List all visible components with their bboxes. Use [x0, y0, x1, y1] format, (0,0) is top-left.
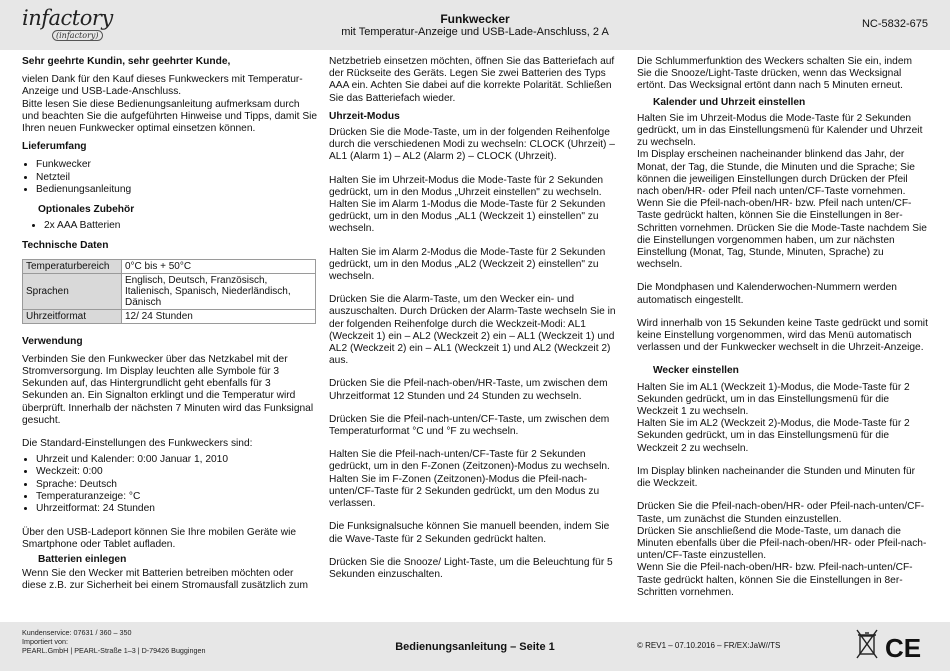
paragraph: Drücken Sie die Mode-Taste, um in der folgenden Reihenfolge durch die verschiedenen Modi zu wechseln: CLOCK (Uhrzeit) – AL1 (Alarm 1) – AL2 (Alarm 2) – CLOCK (Uhrzeit). — [329, 127, 615, 163]
importer-label: Importiert von: — [22, 637, 68, 646]
compliance-icons — [855, 626, 935, 671]
paragraph: Drücken Sie die Pfeil-nach-oben/HR-Taste, um zwischen dem Uhrzeitformat 12 Stunden und 24 Stunden zu wechseln. — [329, 378, 608, 402]
column-1 — [22, 56, 318, 603]
table-cell-key: Sprachen — [23, 273, 122, 309]
table-cell-value: 12/ 24 Stunden — [122, 309, 316, 323]
list-item: • Bedienungsanleitung — [36, 184, 318, 196]
customer-service: Kundenservice: 07631 / 360 – 350 — [22, 628, 132, 637]
list-item: • Temperaturanzeige: °C — [36, 491, 318, 503]
importer-address: PEARL.GmbH | PEARL-Straße 1–3 | D-79426 Buggingen — [22, 646, 206, 655]
section-heading-batterien: Batterien einlegen — [38, 553, 127, 565]
paragraph: Drücken Sie die Alarm-Taste, um den Wecker ein- und auszuschalten. Durch Drücken der Alarm-Taste wechseln Sie in der folgenden Reihenfolge durch die Weckzeit-Modi: AL1 (Weckzeit 1) ein – AL2 (Weckzeit 2) ein – AL1 (Weckzeit 1) und AL2 (Weckzeit 2) ein – AL1 (Weckzeit 1) und AL2 (Weckzeit 2) aus. — [329, 294, 616, 367]
table-row — [23, 273, 316, 309]
table-cell-key: Temperaturbereich — [23, 259, 122, 273]
intro-paragraph-2: Bitte lesen Sie diese Bedienungsanleitung aufmerksam durch und beachten Sie die aufgeführten Hinweise und Tipps, damit Sie Ihren neuen Funkwecker optimal einsetzen können. — [22, 98, 318, 135]
paragraph: Halten Sie die Pfeil-nach-unten/CF-Taste für 2 Sekunden gedrückt, um in den F-Zonen (Zeitzonen)-Modus zu wechseln. Halten Sie im F-Zonen (Zeitzonen)-Modus die Pfeil-nach-unten/CF-Taste für 2 Sekunden gedrückt, um den Modus zu verlassen. — [329, 449, 610, 510]
paragraph: Die Schlummerfunktion des Weckers schalten Sie ein, indem Sie die Snooze/Light-Taste drücken, wenn das Wecksignal ertönt. Das Wecksignal ertönt dann nach 5 Minuten erneut. — [637, 56, 912, 92]
list-item: • Weckzeit: 0:00 — [36, 466, 318, 478]
paragraph: Im Display erscheinen nacheinander blinkend das Jahr, der Monat, der Tag, die Stunde, die Minuten und die Sprache; Sie können die jeweiligen Einstellungen durch Drücken der Pfeil nach oben/HR- oder Pfeil nach unten/CF-Taste vornehmen. Wenn Sie die Pfeil-nach-oben/HR- bzw. Pfeil nach unten/CF-Taste gedrückt halten, können Sie die Einstellungen in 8er-Schritten vornehmen. Drücken Sie die Mode-Taste nachdem Sie die Einstellungen vorgenommen haben, um zur nächsten Einstellung (Monat, Tag, Stunde, Minuten, Sprache) zu wechseln. — [637, 149, 927, 271]
ce-mark-icon: CE — [885, 633, 922, 663]
column-2 — [329, 56, 619, 592]
logo-text: infactory — [22, 6, 113, 30]
spec-table — [22, 259, 316, 324]
delivery-list — [22, 159, 318, 196]
paragraph: Wenn Sie die Pfeil-nach-oben/HR- bzw. Pfeil-nach-unten/CF-Taste gedrückt halten, können Sie die Einstellungen in 8er-Schritten vornehmen. — [637, 562, 913, 598]
paragraph: Die Standard-Einstellungen des Funkweckers sind: — [22, 438, 253, 450]
paragraph: Die Mondphasen und Kalenderwochen-Nummern werden automatisch eingestellt. — [637, 282, 897, 306]
table-cell-key: Uhrzeitformat — [23, 309, 122, 323]
section-heading-wecker: Wecker einstellen — [653, 365, 739, 377]
section-heading-uhrzeit-modus: Uhrzeit-Modus — [329, 110, 400, 122]
logo-subtext: (infactory) — [52, 30, 103, 41]
weee-bin-icon — [855, 626, 935, 666]
paragraph: Halten Sie im Uhrzeit-Modus die Mode-Taste für 2 Sekunden gedrückt, um in das Einstellungsmenü für Kalender und Uhrzeit zu wechseln. — [637, 112, 923, 149]
paragraph: Im Display blinken nacheinander die Stunden und Minuten für die Weckzeit. — [637, 465, 916, 490]
paragraph: Drücken Sie die Pfeil-nach-oben/HR- oder Pfeil-nach-unten/CF-Taste, um zunächst die Stunden einzustellen. — [637, 501, 925, 525]
list-item: • Funkwecker — [36, 159, 318, 171]
section-heading-technische-daten: Technische Daten — [22, 240, 109, 252]
default-settings-list — [22, 454, 318, 515]
list-item: • Netzteil — [36, 172, 318, 184]
document-title: Funkwecker — [440, 12, 510, 26]
column-3 — [637, 56, 929, 599]
paragraph: Die Funksignalsuche können Sie manuell beenden, indem Sie die Wave-Taste für 2 Sekunden gedrückt halten. — [329, 521, 610, 545]
product-code: NC-5832-675 — [861, 18, 928, 30]
paragraph: Wird innerhalb von 15 Sekunden keine Taste gedrückt und somit keine Einstellung vorgenommen, wird das Menü automatisch verlassen und der Funkwecker wechselt in die Uhrzeit-Anzeige. — [637, 317, 928, 354]
list-item: • 2x AAA Batterien — [44, 220, 318, 232]
table-cell-value: Englisch, Deutsch, Französisch, Italienisch, Spanisch, Niederländisch, Dänisch — [122, 273, 316, 309]
table-row — [23, 309, 316, 323]
document-subtitle: mit Temperatur-Anzeige und USB-Lade-Anschluss, 2 A — [341, 26, 609, 38]
revision-info: © REV1 – 07.10.2016 – FR/EX:JaW//TS — [637, 641, 781, 650]
section-heading-verwendung: Verwendung — [22, 335, 83, 347]
paragraph: Drücken Sie anschließend die Mode-Taste, um danach die Minuten ebenfalls über die Pfeil-nach-oben/HR- oder Pfeil-nach-unten/CF-Taste einzustellen. — [637, 525, 927, 562]
greeting: Sehr geehrte Kundin, sehr geehrter Kunde, — [22, 56, 231, 67]
paragraph: Drücken Sie die Pfeil-nach-unten/CF-Taste, um zwischen dem Temperaturformat °C und °F zu wechseln. — [329, 413, 610, 438]
paragraph: Halten Sie im Uhrzeit-Modus die Mode-Taste für 2 Sekunden gedrückt, um in den Modus „Uhrzeit einstellen" zu wechseln. Halten Sie im Alarm 1-Modus die Mode-Taste für 2 Sekunden gedrückt, um in den Modus „AL1 (Weckzeit 1) einstellen" zu wechseln. — [329, 174, 606, 235]
paragraph: Halten Sie im AL1 (Weckzeit 1)-Modus, die Mode-Taste für 2 Sekunden gedrückt, um in das Einstellungsmenü für die Weckzeit 1 zu wechseln. — [637, 381, 910, 418]
paragraph: Über den USB-Ladeport können Sie Ihre mobilen Geräte wie Smartphone oder Tablet aufladen. — [22, 527, 297, 551]
paragraph: Verbinden Sie den Funkwecker über das Netzkabel mit der Stromversorgung. Im Display leuchten alle Symbole für 3 Sekunden auf, das Hintergrundlicht geht ebenfalls für 3 Sekunden an. Ein Signalton erklingt und die Temperatur wird überprüft. Innerhalb der nächsten 7 Minuten wird das Funksignal gesucht. — [22, 353, 314, 426]
intro-paragraph: vielen Dank für den Kauf dieses Funkweckers mit Temperatur-Anzeige und USB-Lade-Anschluss. — [22, 74, 303, 98]
paragraph: Halten Sie im Alarm 2-Modus die Mode-Taste für 2 Sekunden gedrückt, um in den Modus „AL2 (Weckzeit 2) einstellen" zu wechseln. — [329, 246, 606, 283]
table-row — [23, 259, 316, 273]
section-heading-lieferumfang: Lieferumfang — [22, 141, 87, 153]
table-cell-value: 0°C bis + 50°C — [122, 259, 316, 273]
paragraph: Wenn Sie den Wecker mit Batterien betreiben möchten oder diese z.B. zur Sicherheit bei einem Stromausfall zusätzlich zum — [22, 567, 308, 592]
paragraph: Drücken Sie die Snooze/ Light-Taste, um die Beleuchtung für 5 Sekunden einzuschalten. — [329, 556, 613, 580]
paragraph: Halten Sie im AL2 (Weckzeit 2)-Modus, die Mode-Taste für 2 Sekunden gedrückt, um in das Einstellungsmenü für die Weckzeit 2 zu wechseln. — [637, 418, 910, 454]
section-heading-zubehoer: Optionales Zubehör — [38, 204, 135, 216]
paragraph: Netzbetrieb einsetzen möchten, öffnen Sie das Batteriefach auf der Rückseite des Geräts. Legen Sie zwei Batterien des Typs AAA ein. Achten Sie dabei auf die korrekte Polarität. Schließen Sie das Batteriefach wieder. — [329, 56, 615, 104]
list-item: • Sprache: Deutsch — [36, 479, 318, 491]
list-item: • Uhrzeit und Kalender: 0:00 Januar 1, 2010 — [36, 454, 318, 466]
page-label: Bedienungsanleitung – Seite 1 — [395, 641, 555, 653]
accessory-list — [30, 220, 318, 232]
section-heading-kalender: Kalender und Uhrzeit einstellen — [653, 96, 806, 108]
list-item: • Uhrzeitformat: 24 Stunden — [36, 503, 318, 515]
